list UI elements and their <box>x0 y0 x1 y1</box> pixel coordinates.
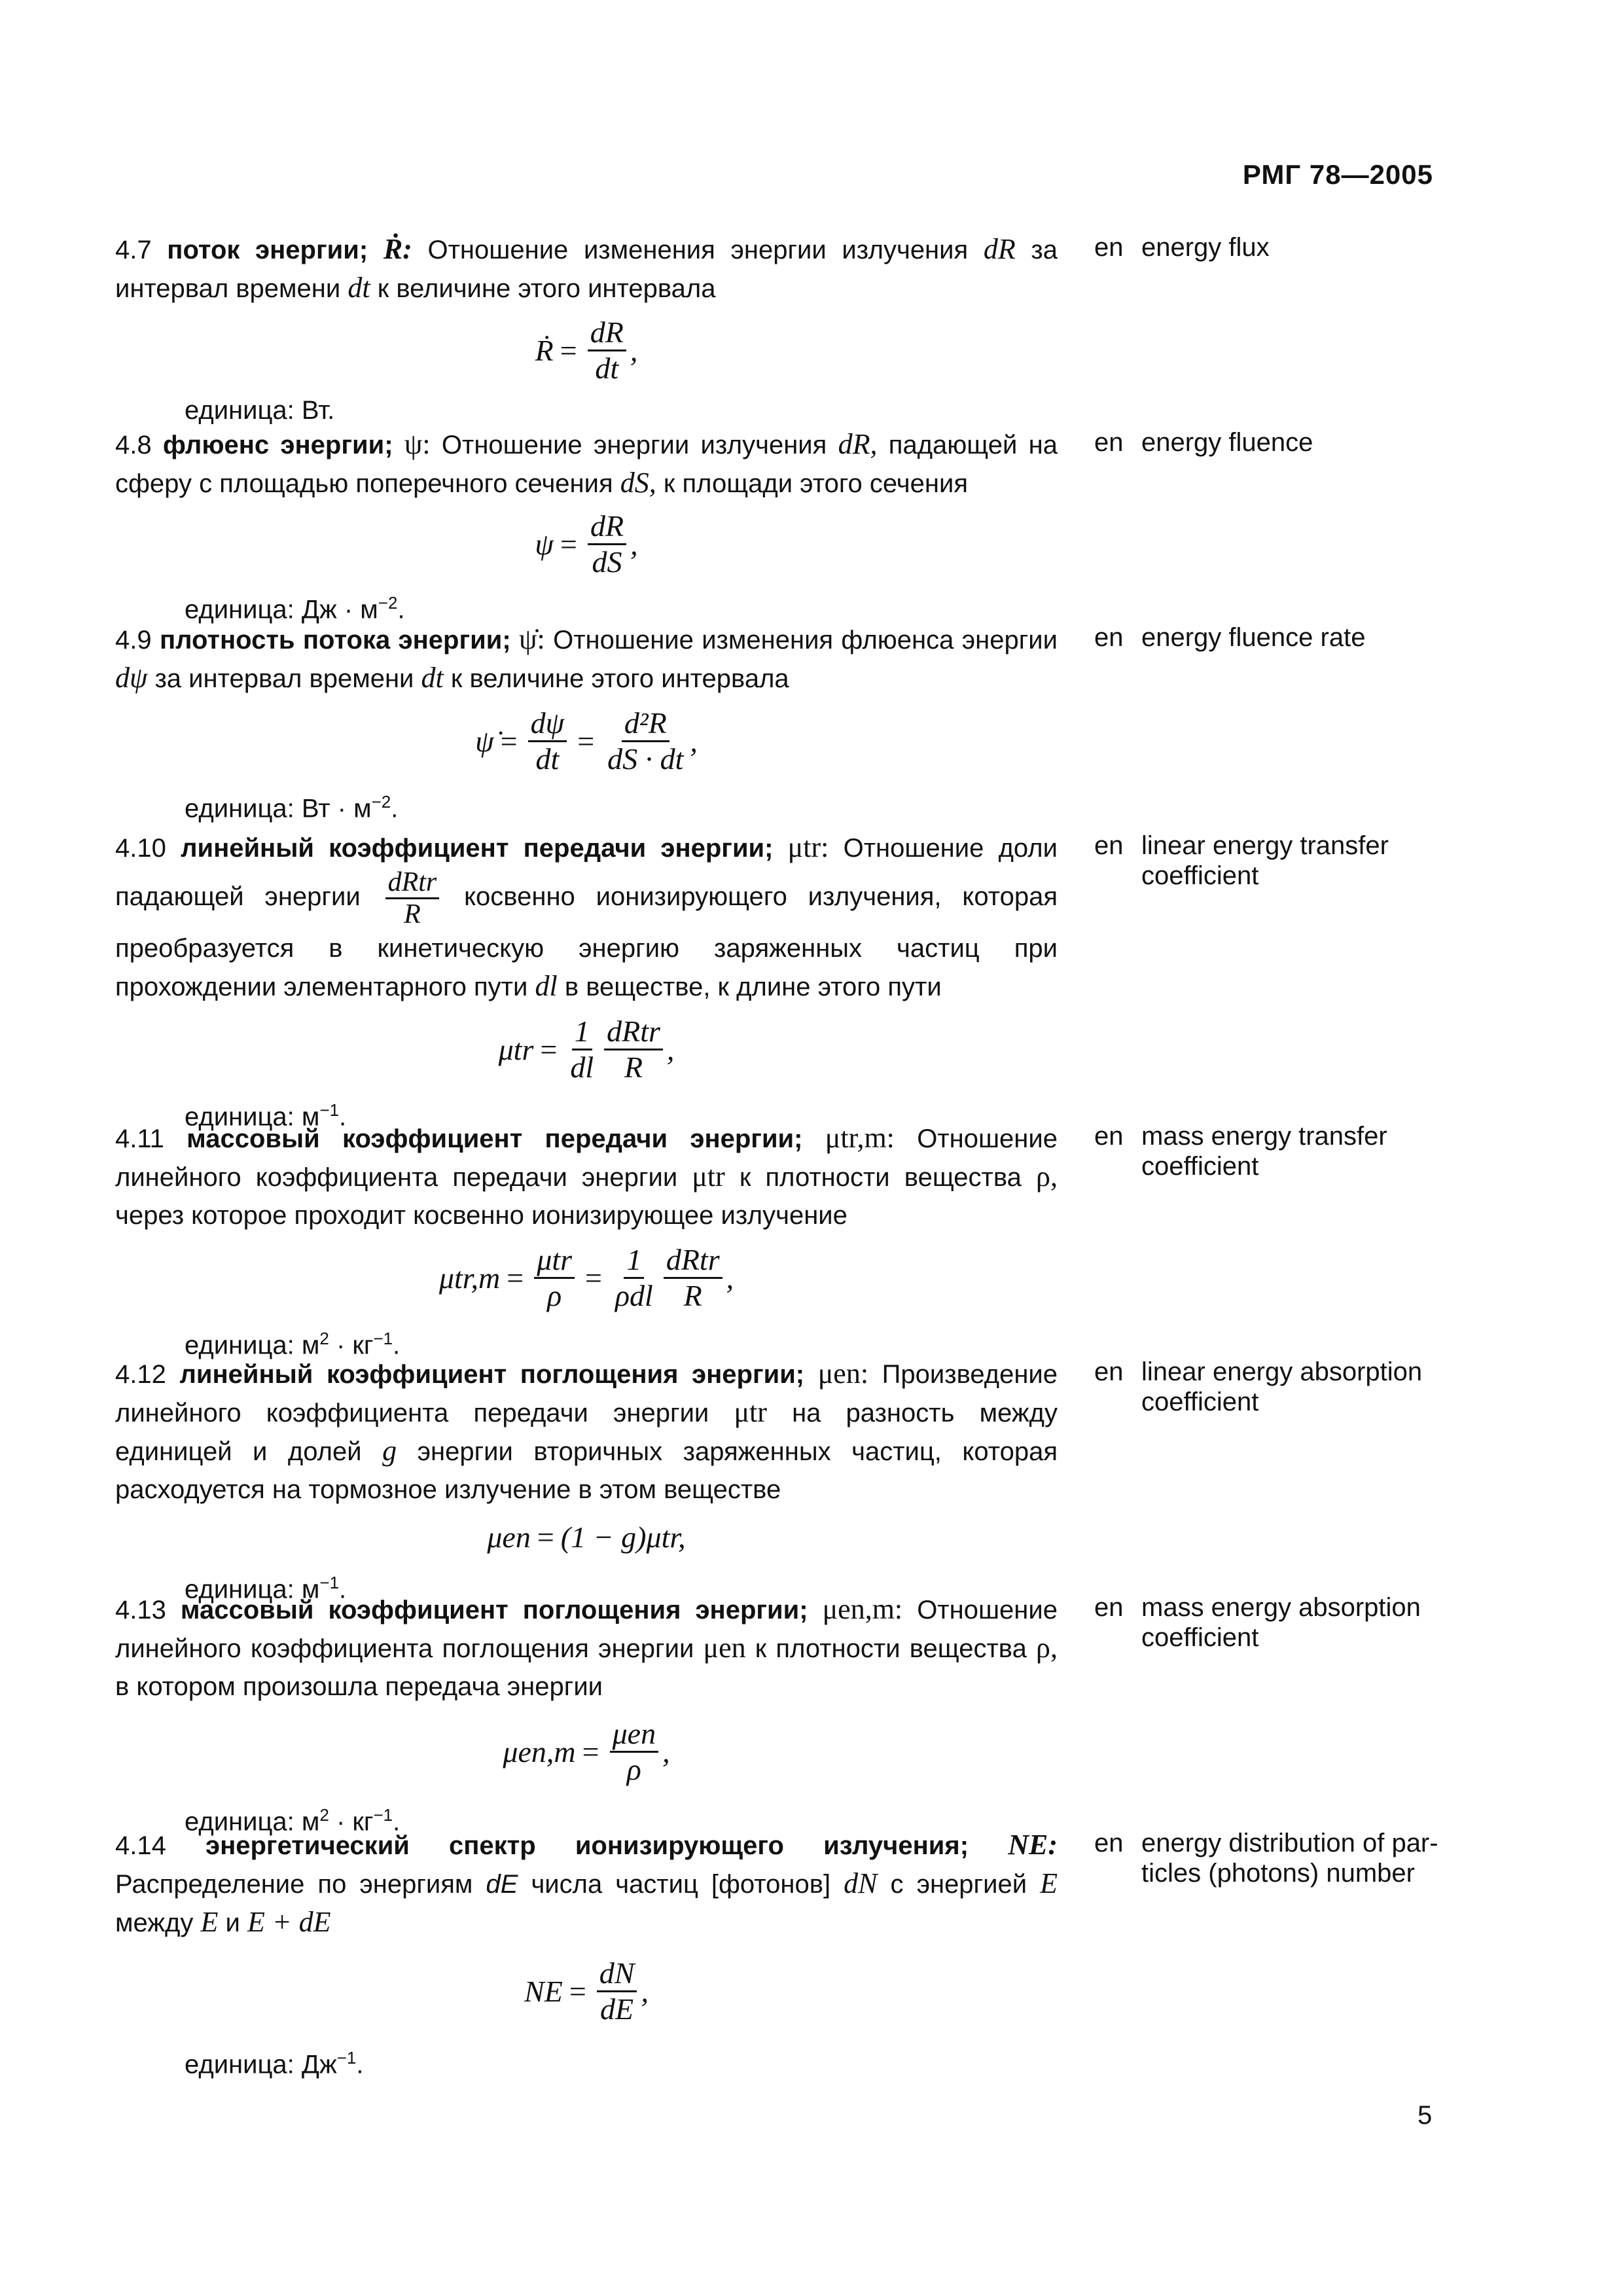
formula: μtr,m = $\frac{\text{μtr}}{\rho}$ = $\frac{1}{\text{ρdl}}$ $\frac{\text{dRtr}}{R}$ , <box>438 1242 734 1312</box>
english-equivalent-4-13: en mass energy absorption coefficient <box>1094 1593 1421 1652</box>
term-name: массовый коэффициент поглощения энергии; <box>180 1596 808 1624</box>
definition-text: 4.11 массовый коэффициент передачи энергии; μtr,m: Отношение линейного коэффициента передачи энергии μtr к плотности вещества ρ, через которое проходит косвенно ионизирующее излучение <box>115 1122 1058 1230</box>
term-name: энергетический спектр ионизирующего излучения; <box>205 1831 969 1860</box>
unit-line: единица: Вт · $м^{-2}$. <box>185 792 399 823</box>
unit-line: единица: Дж · $м^{-2}$. <box>185 593 405 624</box>
definition-text: 4.14 энергетический спектр ионизирующего излучения; NE: Распределение по энергиям dE числа частиц [фотонов] dN с энергией E между E и E + dE <box>115 1829 1058 1938</box>
unit-line: единица: $м^2 \cdot кг^{-1}$. <box>185 1329 401 1360</box>
english-equivalent-4-9: en energy fluence rate <box>1094 623 1366 652</box>
english-equivalent-4-10: en linear energy transfer coefficient <box>1094 831 1389 890</box>
definition-text: 4.9 плотность потока энергии; ψ̇: Отношение изменения флюенса энергии dψ за интервал времени dt к величине этого интервала <box>115 623 1058 694</box>
formula: μtr = $\frac{1}{dl}$ $\frac{\text{dRtr}}{R}$ , <box>498 1014 675 1084</box>
english-equivalent-4-11: en mass energy transfer coefficient <box>1094 1122 1387 1181</box>
unit-line: единица: $м^2 \cdot кг^{-1}$. <box>185 1805 401 1837</box>
english-equivalent-4-7: en energy flux <box>1094 233 1270 262</box>
term-name: флюенс энергии; <box>162 431 393 459</box>
definition-text: 4.7 поток энергии; Ṙ: Отношение изменения энергии излучения dR за интервал времени dt к величине этого интервала <box>115 233 1058 304</box>
definition-text: 4.12 линейный коэффициент поглощения энергии; μen: Произведение линейного коэффициента передачи энергии μtr на разность между единицей и долей g энергии вторичных заряженных частиц, которая расходуется на тормозное излучение в этом веществе <box>115 1357 1058 1504</box>
page-number: 5 <box>1418 2101 1433 2130</box>
document-header: РМГ 78—2005 <box>1242 159 1433 190</box>
term-entry-4-13 <box>115 1590 1058 1839</box>
term-entry-4-12 <box>115 1355 1058 1607</box>
formula: ψ = $\frac{dR}{dS}$ , <box>535 509 638 579</box>
term-entry-4-10 <box>115 829 1058 1134</box>
term-name: линейный коэффициент поглощения энергии; <box>179 1360 805 1389</box>
term-name: плотность потока энергии; <box>159 626 511 655</box>
term-name: линейный коэффициент передачи энергии; <box>181 834 774 863</box>
term-entry-4-7 <box>115 230 1058 428</box>
english-equivalent-4-8: en energy fluence <box>1094 428 1313 457</box>
unit-line: единица: Вт. <box>185 396 335 425</box>
term-entry-4-11 <box>115 1119 1058 1363</box>
unit-line: единица: $Дж^{-1}$. <box>185 2048 364 2079</box>
formula: Ṙ = $\frac{dR}{dt}$ , <box>535 315 638 385</box>
formula: μen = (1 − g)μtr, <box>487 1520 686 1554</box>
term-entry-4-14 <box>115 1826 1058 2082</box>
definition-text: 4.8 флюенс энергии; ψ: Отношение энергии излучения dR, падающей на сферу с площадью поперечного сечения dS, к площади этого сечения <box>115 428 1058 499</box>
definition-text: 4.10 линейный коэффициент передачи энергии; μtr: Отношение доли падающей энергии $\frac{\text{dRtr}}{R}$ косвенно ионизирующего излучения, которая преобразуется в кинетическую энергию заряженных частиц при прохождении элементарного пути dl в веществе, к длине этого пути <box>115 831 1058 1002</box>
term-entry-4-8 <box>115 425 1058 627</box>
formula: NE = $\frac{dN}{dE}$ , <box>524 1956 649 2026</box>
term-entry-4-9 <box>115 620 1058 826</box>
term-name: поток энергии; <box>167 236 368 264</box>
english-equivalent-4-12: en linear energy absorption coefficient <box>1094 1357 1423 1416</box>
formula: μen,m = $\frac{\text{μen}}{\rho}$ , <box>503 1716 670 1786</box>
unit-line: единица: $м^{-1}$. <box>185 1573 347 1604</box>
definition-text: 4.13 массовый коэффициент поглощения энергии; μen,m: Отношение линейного коэффициента поглощения энергии μen к плотности вещества ρ, в котором произошла передача энергии <box>115 1593 1058 1701</box>
term-name: массовый коэффициент передачи энергии; <box>187 1124 803 1153</box>
formula: ψ̇ = $\frac{d\psi}{dt}$ = $\frac{\text{d²R}}{dS \cdot dt}$ , <box>475 706 698 776</box>
unit-line: единица: $м^{-1}$. <box>185 1100 347 1132</box>
english-equivalent-4-14: en energy distribution of par- ticles (photons) number <box>1094 1829 1438 1888</box>
